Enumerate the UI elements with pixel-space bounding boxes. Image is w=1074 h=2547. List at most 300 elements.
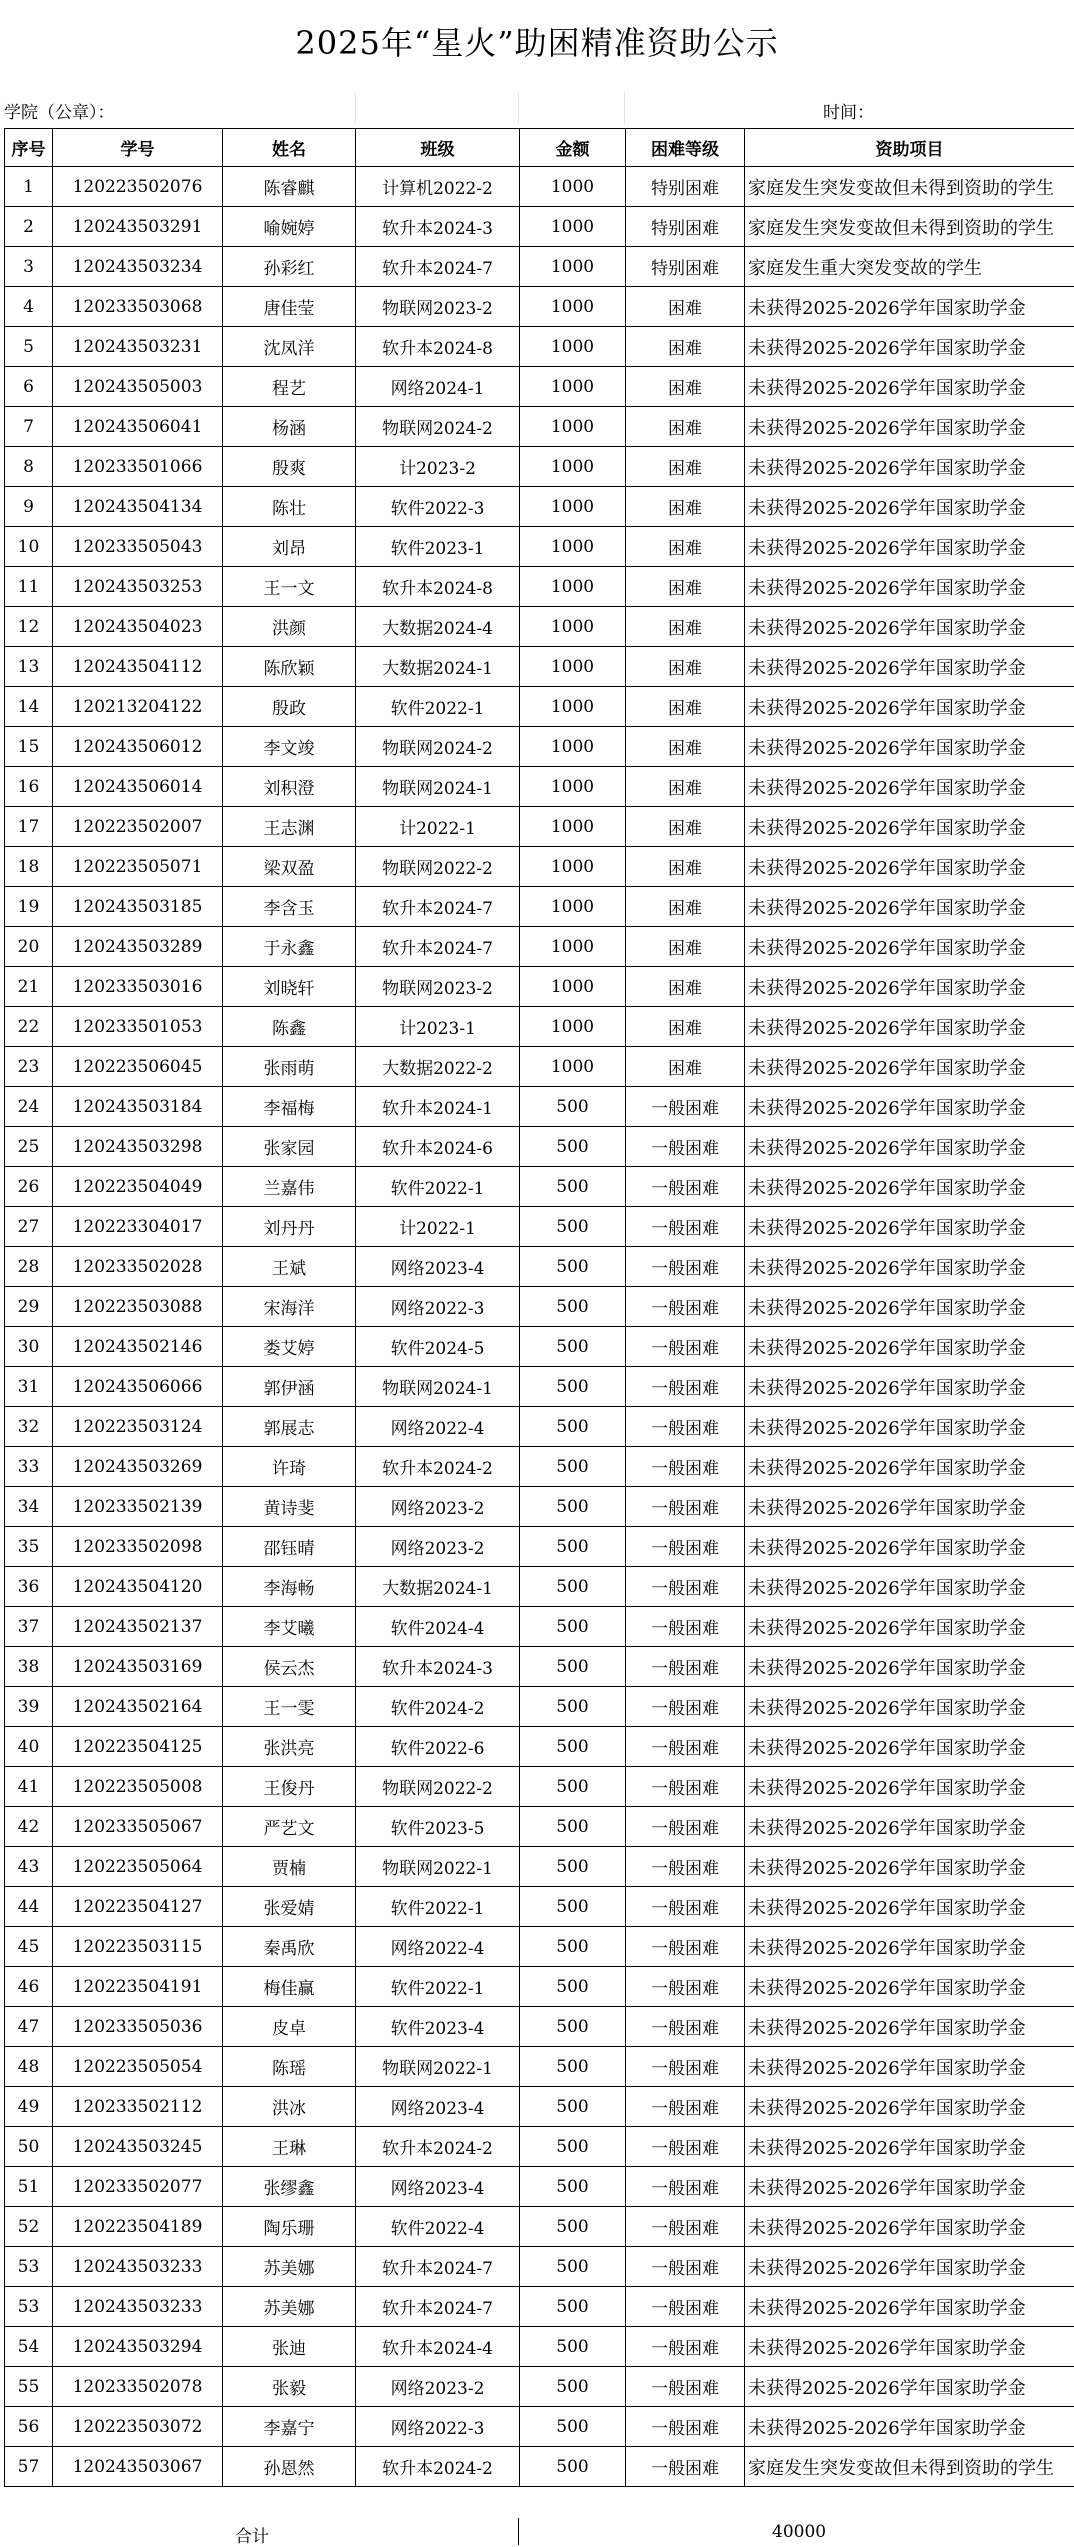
- cell-index: 30: [5, 1327, 53, 1367]
- cell-amount: 1000: [520, 207, 626, 247]
- cell-index: 18: [5, 847, 53, 887]
- grid-divider: [624, 92, 625, 124]
- cell-difficulty: 一般困难: [626, 2127, 745, 2167]
- table-row: [5, 2087, 1074, 2127]
- cell-index: 46: [5, 1967, 53, 2007]
- cell-class: 软升本2024-2: [356, 2447, 520, 2487]
- cell-student-id: 120243503233: [53, 2287, 223, 2327]
- cell-name: 苏美娜: [223, 2287, 356, 2327]
- cell-amount: 500: [520, 1567, 626, 1607]
- cell-difficulty: 一般困难: [626, 1087, 745, 1127]
- cell-class: 软件2023-5: [356, 1807, 520, 1847]
- cell-name: 王一文: [223, 567, 356, 607]
- table-row: [5, 1527, 1074, 1567]
- cell-class: 软件2024-2: [356, 1687, 520, 1727]
- cell-project: 未获得2025-2026学年国家助学金: [745, 2007, 1074, 2047]
- cell-project: 未获得2025-2026学年国家助学金: [745, 1007, 1074, 1047]
- cell-difficulty: 困难: [626, 567, 745, 607]
- cell-index: 15: [5, 727, 53, 767]
- cell-class: 大数据2022-2: [356, 1047, 520, 1087]
- cell-student-id: 120243506014: [53, 767, 223, 807]
- cell-student-id: 120243503233: [53, 2247, 223, 2287]
- cell-project: 未获得2025-2026学年国家助学金: [745, 1967, 1074, 2007]
- table-row: [5, 847, 1074, 887]
- cell-difficulty: 困难: [626, 527, 745, 567]
- cell-class: 网络2022-3: [356, 1287, 520, 1327]
- cell-project: 未获得2025-2026学年国家助学金: [745, 447, 1074, 487]
- cell-index: 52: [5, 2207, 53, 2247]
- cell-class: 软件2022-1: [356, 1167, 520, 1207]
- cell-difficulty: 特别困难: [626, 207, 745, 247]
- cell-student-id: 120243503245: [53, 2127, 223, 2167]
- cell-student-id: 120223505008: [53, 1767, 223, 1807]
- table-row: [5, 1407, 1074, 1447]
- cell-student-id: 120223502076: [53, 167, 223, 207]
- cell-class: 大数据2024-1: [356, 647, 520, 687]
- table-row: [5, 1687, 1074, 1727]
- cell-amount: 500: [520, 1447, 626, 1487]
- cell-class: 软件2022-3: [356, 487, 520, 527]
- cell-class: 软升本2024-1: [356, 1087, 520, 1127]
- cell-name: 陈鑫: [223, 1007, 356, 1047]
- cell-index: 35: [5, 1527, 53, 1567]
- cell-class: 大数据2024-4: [356, 607, 520, 647]
- cell-name: 邵钰晴: [223, 1527, 356, 1567]
- cell-name: 李福梅: [223, 1087, 356, 1127]
- cell-project: 未获得2025-2026学年国家助学金: [745, 687, 1074, 727]
- cell-class: 物联网2022-2: [356, 1767, 520, 1807]
- cell-difficulty: 一般困难: [626, 2247, 745, 2287]
- cell-index: 53: [5, 2287, 53, 2327]
- cell-difficulty: 困难: [626, 927, 745, 967]
- total-amount: 40000: [772, 2522, 826, 2542]
- cell-class: 软件2022-4: [356, 2207, 520, 2247]
- cell-name: 梁双盈: [223, 847, 356, 887]
- cell-amount: 1000: [520, 967, 626, 1007]
- cell-class: 软件2022-1: [356, 687, 520, 727]
- cell-amount: 500: [520, 1247, 626, 1287]
- cell-name: 宋海洋: [223, 1287, 356, 1327]
- table-row: [5, 487, 1074, 527]
- table-row: [5, 1087, 1074, 1127]
- cell-amount: 1000: [520, 167, 626, 207]
- cell-name: 刘晓轩: [223, 967, 356, 1007]
- cell-index: 2: [5, 207, 53, 247]
- cell-index: 25: [5, 1127, 53, 1167]
- table-row: [5, 807, 1074, 847]
- table-row: [5, 207, 1074, 247]
- cell-project: 未获得2025-2026学年国家助学金: [745, 2367, 1074, 2407]
- cell-class: 网络2024-1: [356, 367, 520, 407]
- cell-difficulty: 一般困难: [626, 1767, 745, 1807]
- cell-index: 33: [5, 1447, 53, 1487]
- cell-class: 软件2022-1: [356, 1887, 520, 1927]
- cell-index: 21: [5, 967, 53, 1007]
- col-header-student-id: 学号: [53, 129, 223, 167]
- table-row: [5, 2127, 1074, 2167]
- cell-difficulty: 困难: [626, 887, 745, 927]
- cell-amount: 500: [520, 2007, 626, 2047]
- cell-project: 未获得2025-2026学年国家助学金: [745, 1607, 1074, 1647]
- cell-name: 李嘉宁: [223, 2407, 356, 2447]
- cell-class: 网络2023-4: [356, 1247, 520, 1287]
- cell-name: 张迪: [223, 2327, 356, 2367]
- cell-amount: 500: [520, 2247, 626, 2287]
- cell-project: 未获得2025-2026学年国家助学金: [745, 1807, 1074, 1847]
- cell-project: 未获得2025-2026学年国家助学金: [745, 1287, 1074, 1327]
- cell-class: 物联网2022-2: [356, 847, 520, 887]
- cell-student-id: 120223504189: [53, 2207, 223, 2247]
- table-row: [5, 2007, 1074, 2047]
- cell-name: 殷爽: [223, 447, 356, 487]
- cell-student-id: 120223505071: [53, 847, 223, 887]
- cell-name: 陈睿麒: [223, 167, 356, 207]
- cell-class: 物联网2022-1: [356, 2047, 520, 2087]
- cell-project: 未获得2025-2026学年国家助学金: [745, 1367, 1074, 1407]
- table-row: [5, 1487, 1074, 1527]
- cell-class: 软件2024-5: [356, 1327, 520, 1367]
- cell-project: 未获得2025-2026学年国家助学金: [745, 2127, 1074, 2167]
- cell-difficulty: 一般困难: [626, 1167, 745, 1207]
- cell-index: 37: [5, 1607, 53, 1647]
- cell-amount: 1000: [520, 807, 626, 847]
- cell-index: 51: [5, 2167, 53, 2207]
- cell-name: 孙恩然: [223, 2447, 356, 2487]
- cell-project: 未获得2025-2026学年国家助学金: [745, 567, 1074, 607]
- subsidy-table: [4, 128, 1074, 2487]
- cell-student-id: 120243506012: [53, 727, 223, 767]
- table-row: [5, 1887, 1074, 1927]
- cell-student-id: 120223503115: [53, 1927, 223, 1967]
- cell-index: 43: [5, 1847, 53, 1887]
- cell-student-id: 120243504134: [53, 487, 223, 527]
- cell-difficulty: 一般困难: [626, 1647, 745, 1687]
- cell-name: 王志渊: [223, 807, 356, 847]
- cell-project: 家庭发生重大突发变故的学生: [745, 247, 1074, 287]
- cell-project: 未获得2025-2026学年国家助学金: [745, 1687, 1074, 1727]
- cell-project: 未获得2025-2026学年国家助学金: [745, 1647, 1074, 1687]
- cell-amount: 500: [520, 1807, 626, 1847]
- cell-project: 未获得2025-2026学年国家助学金: [745, 1567, 1074, 1607]
- cell-amount: 1000: [520, 567, 626, 607]
- cell-name: 张缪鑫: [223, 2167, 356, 2207]
- cell-name: 侯云杰: [223, 1647, 356, 1687]
- table-row: [5, 1247, 1074, 1287]
- cell-index: 57: [5, 2447, 53, 2487]
- cell-difficulty: 一般困难: [626, 1807, 745, 1847]
- cell-difficulty: 困难: [626, 407, 745, 447]
- cell-student-id: 120223504191: [53, 1967, 223, 2007]
- cell-student-id: 120243502137: [53, 1607, 223, 1647]
- cell-name: 李文竣: [223, 727, 356, 767]
- table-row: [5, 1287, 1074, 1327]
- cell-project: 未获得2025-2026学年国家助学金: [745, 327, 1074, 367]
- cell-difficulty: 困难: [626, 487, 745, 527]
- cell-class: 物联网2024-1: [356, 1367, 520, 1407]
- cell-name: 孙彩红: [223, 247, 356, 287]
- table-row: [5, 1607, 1074, 1647]
- cell-difficulty: 困难: [626, 967, 745, 1007]
- cell-student-id: 120243503289: [53, 927, 223, 967]
- cell-name: 喻婉婷: [223, 207, 356, 247]
- cell-name: 杨涵: [223, 407, 356, 447]
- cell-class: 软升本2024-3: [356, 1647, 520, 1687]
- cell-student-id: 120233502112: [53, 2087, 223, 2127]
- cell-index: 22: [5, 1007, 53, 1047]
- cell-index: 8: [5, 447, 53, 487]
- cell-difficulty: 困难: [626, 1007, 745, 1047]
- cell-project: 未获得2025-2026学年国家助学金: [745, 647, 1074, 687]
- cell-class: 软升本2024-7: [356, 2247, 520, 2287]
- cell-index: 42: [5, 1807, 53, 1847]
- cell-index: 14: [5, 687, 53, 727]
- cell-name: 王俊丹: [223, 1767, 356, 1807]
- cell-class: 软升本2024-7: [356, 927, 520, 967]
- cell-amount: 1000: [520, 767, 626, 807]
- cell-class: 网络2023-2: [356, 1487, 520, 1527]
- cell-class: 软升本2024-2: [356, 1447, 520, 1487]
- cell-student-id: 120233502139: [53, 1487, 223, 1527]
- cell-amount: 1000: [520, 687, 626, 727]
- cell-index: 11: [5, 567, 53, 607]
- cell-project: 未获得2025-2026学年国家助学金: [745, 1727, 1074, 1767]
- header-meta-row: [0, 92, 1074, 124]
- cell-amount: 1000: [520, 247, 626, 287]
- cell-index: 32: [5, 1407, 53, 1447]
- cell-index: 56: [5, 2407, 53, 2447]
- cell-difficulty: 一般困难: [626, 1287, 745, 1327]
- table-row: [5, 327, 1074, 367]
- cell-student-id: 120243504023: [53, 607, 223, 647]
- cell-class: 网络2023-2: [356, 1527, 520, 1567]
- cell-student-id: 120243503185: [53, 887, 223, 927]
- cell-amount: 500: [520, 1127, 626, 1167]
- cell-index: 41: [5, 1767, 53, 1807]
- cell-index: 7: [5, 407, 53, 447]
- table-row: [5, 1727, 1074, 1767]
- cell-index: 36: [5, 1567, 53, 1607]
- cell-amount: 1000: [520, 887, 626, 927]
- cell-index: 6: [5, 367, 53, 407]
- table-row: [5, 1327, 1074, 1367]
- cell-name: 张毅: [223, 2367, 356, 2407]
- cell-class: 物联网2024-2: [356, 727, 520, 767]
- cell-difficulty: 一般困难: [626, 2367, 745, 2407]
- cell-project: 未获得2025-2026学年国家助学金: [745, 1847, 1074, 1887]
- cell-name: 李海畅: [223, 1567, 356, 1607]
- cell-amount: 1000: [520, 647, 626, 687]
- cell-difficulty: 困难: [626, 807, 745, 847]
- cell-difficulty: 一般困难: [626, 2087, 745, 2127]
- cell-amount: 1000: [520, 927, 626, 967]
- cell-difficulty: 一般困难: [626, 2407, 745, 2447]
- cell-project: 家庭发生突发变故但未得到资助的学生: [745, 2447, 1074, 2487]
- cell-amount: 1000: [520, 447, 626, 487]
- cell-student-id: 120243503294: [53, 2327, 223, 2367]
- cell-name: 许琦: [223, 1447, 356, 1487]
- cell-difficulty: 特别困难: [626, 167, 745, 207]
- table-row: [5, 2407, 1074, 2447]
- cell-student-id: 120243503231: [53, 327, 223, 367]
- cell-class: 网络2023-4: [356, 2087, 520, 2127]
- cell-amount: 1000: [520, 367, 626, 407]
- cell-index: 45: [5, 1927, 53, 1967]
- cell-name: 刘昂: [223, 527, 356, 567]
- col-header-project: 资助项目: [745, 129, 1074, 167]
- cell-difficulty: 困难: [626, 727, 745, 767]
- cell-name: 张家园: [223, 1127, 356, 1167]
- cell-class: 物联网2023-2: [356, 287, 520, 327]
- cell-difficulty: 一般困难: [626, 1487, 745, 1527]
- cell-project: 未获得2025-2026学年国家助学金: [745, 1407, 1074, 1447]
- cell-amount: 500: [520, 1487, 626, 1527]
- cell-project: 未获得2025-2026学年国家助学金: [745, 887, 1074, 927]
- cell-student-id: 120233503016: [53, 967, 223, 1007]
- cell-difficulty: 一般困难: [626, 1407, 745, 1447]
- cell-name: 陈瑶: [223, 2047, 356, 2087]
- cell-student-id: 120223502007: [53, 807, 223, 847]
- cell-amount: 500: [520, 1967, 626, 2007]
- cell-project: 未获得2025-2026学年国家助学金: [745, 487, 1074, 527]
- cell-name: 兰嘉伟: [223, 1167, 356, 1207]
- cell-name: 洪冰: [223, 2087, 356, 2127]
- cell-class: 大数据2024-1: [356, 1567, 520, 1607]
- cell-amount: 500: [520, 1367, 626, 1407]
- cell-amount: 500: [520, 2407, 626, 2447]
- cell-difficulty: 困难: [626, 767, 745, 807]
- cell-difficulty: 一般困难: [626, 2207, 745, 2247]
- cell-amount: 1000: [520, 607, 626, 647]
- table-row: [5, 447, 1074, 487]
- table-row: [5, 2047, 1074, 2087]
- cell-student-id: 120243505003: [53, 367, 223, 407]
- cell-project: 未获得2025-2026学年国家助学金: [745, 1127, 1074, 1167]
- cell-amount: 1000: [520, 1007, 626, 1047]
- cell-index: 23: [5, 1047, 53, 1087]
- cell-student-id: 120233505043: [53, 527, 223, 567]
- table-row: [5, 1807, 1074, 1847]
- cell-project: 未获得2025-2026学年国家助学金: [745, 2167, 1074, 2207]
- table-row: [5, 687, 1074, 727]
- cell-student-id: 120223505064: [53, 1847, 223, 1887]
- cell-index: 55: [5, 2367, 53, 2407]
- cell-name: 李艾曦: [223, 1607, 356, 1647]
- cell-difficulty: 一般困难: [626, 1967, 745, 2007]
- cell-amount: 500: [520, 2127, 626, 2167]
- cell-project: 未获得2025-2026学年国家助学金: [745, 2047, 1074, 2087]
- cell-student-id: 120243502146: [53, 1327, 223, 1367]
- cell-amount: 1000: [520, 727, 626, 767]
- cell-student-id: 120223504049: [53, 1167, 223, 1207]
- cell-difficulty: 困难: [626, 607, 745, 647]
- cell-class: 网络2022-4: [356, 1927, 520, 1967]
- cell-amount: 1000: [520, 487, 626, 527]
- cell-difficulty: 一般困难: [626, 1447, 745, 1487]
- cell-name: 张洪亮: [223, 1727, 356, 1767]
- cell-difficulty: 特别困难: [626, 247, 745, 287]
- cell-student-id: 120233505067: [53, 1807, 223, 1847]
- cell-class: 软件2022-1: [356, 1967, 520, 2007]
- cell-index: 12: [5, 607, 53, 647]
- cell-index: 16: [5, 767, 53, 807]
- table-row: [5, 647, 1074, 687]
- cell-difficulty: 困难: [626, 847, 745, 887]
- cell-project: 未获得2025-2026学年国家助学金: [745, 2207, 1074, 2247]
- cell-index: 4: [5, 287, 53, 327]
- cell-difficulty: 一般困难: [626, 2007, 745, 2047]
- cell-student-id: 120243504112: [53, 647, 223, 687]
- table-row: [5, 527, 1074, 567]
- cell-index: 29: [5, 1287, 53, 1327]
- cell-name: 王斌: [223, 1247, 356, 1287]
- table-row: [5, 887, 1074, 927]
- cell-project: 未获得2025-2026学年国家助学金: [745, 287, 1074, 327]
- col-header-amount: 金额: [520, 129, 626, 167]
- cell-student-id: 120243502164: [53, 1687, 223, 1727]
- cell-difficulty: 一般困难: [626, 1887, 745, 1927]
- cell-index: 1: [5, 167, 53, 207]
- table-row: [5, 2207, 1074, 2247]
- cell-difficulty: 一般困难: [626, 2447, 745, 2487]
- cell-project: 未获得2025-2026学年国家助学金: [745, 607, 1074, 647]
- time-label: 时间：: [823, 98, 874, 123]
- cell-class: 软升本2024-7: [356, 887, 520, 927]
- cell-project: 未获得2025-2026学年国家助学金: [745, 1927, 1074, 1967]
- cell-amount: 500: [520, 1727, 626, 1767]
- cell-amount: 500: [520, 2207, 626, 2247]
- cell-index: 38: [5, 1647, 53, 1687]
- cell-student-id: 120223503124: [53, 1407, 223, 1447]
- cell-project: 未获得2025-2026学年国家助学金: [745, 367, 1074, 407]
- table-row: [5, 2247, 1074, 2287]
- cell-class: 软件2024-4: [356, 1607, 520, 1647]
- cell-project: 未获得2025-2026学年国家助学金: [745, 847, 1074, 887]
- cell-name: 李含玉: [223, 887, 356, 927]
- cell-amount: 500: [520, 1207, 626, 1247]
- cell-name: 皮卓: [223, 2007, 356, 2047]
- cell-name: 沈凤洋: [223, 327, 356, 367]
- cell-name: 张爱婧: [223, 1887, 356, 1927]
- table-row: [5, 1127, 1074, 1167]
- cell-project: 未获得2025-2026学年国家助学金: [745, 727, 1074, 767]
- cell-amount: 500: [520, 1087, 626, 1127]
- cell-project: 家庭发生突发变故但未得到资助的学生: [745, 167, 1074, 207]
- table-row: [5, 1367, 1074, 1407]
- cell-amount: 500: [520, 2367, 626, 2407]
- cell-student-id: 120243503067: [53, 2447, 223, 2487]
- table-row: [5, 247, 1074, 287]
- cell-student-id: 120223503088: [53, 1287, 223, 1327]
- table-row: [5, 927, 1074, 967]
- cell-class: 软升本2024-8: [356, 327, 520, 367]
- cell-student-id: 120223505054: [53, 2047, 223, 2087]
- cell-student-id: 120233502028: [53, 1247, 223, 1287]
- cell-student-id: 120243504120: [53, 1567, 223, 1607]
- cell-difficulty: 困难: [626, 447, 745, 487]
- cell-index: 24: [5, 1087, 53, 1127]
- cell-amount: 500: [520, 1687, 626, 1727]
- cell-index: 47: [5, 2007, 53, 2047]
- cell-index: 3: [5, 247, 53, 287]
- cell-amount: 500: [520, 1847, 626, 1887]
- cell-index: 5: [5, 327, 53, 367]
- total-row: [0, 2518, 1074, 2545]
- cell-name: 王琳: [223, 2127, 356, 2167]
- cell-project: 未获得2025-2026学年国家助学金: [745, 1447, 1074, 1487]
- cell-amount: 500: [520, 2047, 626, 2087]
- cell-project: 未获得2025-2026学年国家助学金: [745, 1207, 1074, 1247]
- cell-student-id: 120233505036: [53, 2007, 223, 2047]
